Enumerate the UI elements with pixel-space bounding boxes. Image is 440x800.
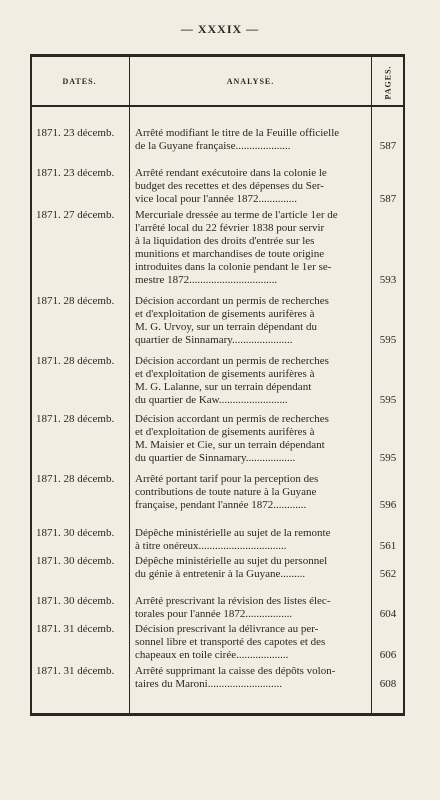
- analysis-line: et d'exploitation de gisements aurifères à: [135, 308, 315, 320]
- entry-analysis: [135, 473, 368, 512]
- analysis-line: et d'exploitation de gisements aurifères à: [135, 426, 315, 438]
- entry-analysis: [135, 167, 368, 206]
- analysis-line: de la Guyane française....................: [135, 140, 291, 152]
- analysis-line: du quartier de Kaw.........................: [135, 394, 288, 406]
- page-number: — XXXIX —: [180, 22, 260, 36]
- entry-page: 608: [379, 678, 397, 690]
- analysis-line: Arrêté portant tarif pour la perception des: [135, 473, 319, 485]
- entry-date: 1871. 28 décemb.: [36, 473, 115, 485]
- analysis-line: quartier de Sinnamary......................: [135, 334, 293, 346]
- analysis-line: Décision accordant un permis de recherches: [135, 355, 329, 367]
- analysis-line: chapeaux en toile cirée...................: [135, 649, 289, 661]
- analysis-line: M. G. Urvoy, sur un terrain dépendant du: [135, 321, 317, 333]
- entry-date: 1871. 23 décemb.: [36, 167, 115, 179]
- analysis-line: Arrêté modifiant le titre de la Feuille officielle: [135, 127, 340, 139]
- entry-page: 596: [379, 499, 397, 511]
- analysis-line: vice local pour l'année 1872..............: [135, 193, 298, 205]
- analysis-line: Dépêche ministérielle au sujet de la remonte: [135, 527, 331, 539]
- analysis-line: Décision prescrivant la délivrance au per-: [135, 623, 319, 635]
- analyse-header: ANALYSE.: [226, 77, 275, 86]
- entry-date: 1871. 23 décemb.: [36, 127, 115, 139]
- entry-analysis: [135, 527, 368, 553]
- analysis-line: Décision accordant un permis de recherches: [135, 295, 329, 307]
- analysis-line: Arrêté prescrivant la révision des listes élec-: [135, 595, 331, 607]
- analysis-line: l'arrêté local du 22 février 1838 pour servir: [135, 222, 325, 234]
- pages-header: PAGES.: [384, 64, 394, 100]
- entry-date: 1871. 31 décemb.: [36, 665, 115, 677]
- analysis-line: à titre onéreux................................: [135, 540, 287, 552]
- entry-page: 587: [379, 193, 397, 205]
- entry-analysis: [135, 127, 368, 153]
- analysis-line: Dépêche ministérielle au sujet du personnel: [135, 555, 328, 567]
- analysis-line: française, pendant l'année 1872............: [135, 499, 307, 511]
- entry-date: 1871. 31 décemb.: [36, 623, 115, 635]
- analysis-line: mestre 1872................................: [135, 274, 278, 286]
- analysis-line: munitions et marchandises de toute origine: [135, 248, 325, 260]
- entry-analysis: [135, 355, 368, 407]
- entry-date: 1871. 30 décemb.: [36, 595, 115, 607]
- entry-date: 1871. 30 décemb.: [36, 527, 115, 539]
- entry-page: 606: [379, 649, 397, 661]
- column-divider: [371, 57, 372, 713]
- entry-analysis: [135, 665, 368, 691]
- entry-analysis: [135, 595, 368, 621]
- entry-analysis: [135, 209, 368, 287]
- index-table: [30, 54, 405, 716]
- analysis-line: M. G. Lalanne, sur un terrain dépendant: [135, 381, 312, 393]
- entry-page: 562: [379, 568, 397, 580]
- entry-date: 1871. 28 décemb.: [36, 413, 115, 425]
- entry-analysis: [135, 623, 368, 662]
- analysis-line: du quartier de Sinnamary..................: [135, 452, 296, 464]
- analysis-line: torales pour l'année 1872.................: [135, 608, 293, 620]
- header-rule: [30, 105, 405, 107]
- entry-page: 595: [379, 452, 397, 464]
- entry-page: 604: [379, 608, 397, 620]
- analysis-line: contributions de toute nature à la Guyane: [135, 486, 317, 498]
- analysis-line: du génie à entretenir à la Guyane.........: [135, 568, 306, 580]
- analysis-line: Arrêté supprimant la caisse des dépôts volon-: [135, 665, 336, 677]
- entry-page: 595: [379, 334, 397, 346]
- dates-header: DATES.: [62, 77, 97, 86]
- entry-page: 593: [379, 274, 397, 286]
- entry-page: 595: [379, 394, 397, 406]
- column-divider: [129, 57, 130, 713]
- entry-date: 1871. 30 décemb.: [36, 555, 115, 567]
- analysis-line: à la liquidation des droits d'entrée sur les: [135, 235, 315, 247]
- entry-date: 1871. 27 décemb.: [36, 209, 115, 221]
- pages-header-cell: [372, 61, 405, 103]
- entry-analysis: [135, 555, 368, 581]
- analysis-line: budget des recettes et des dépenses du Ser-: [135, 180, 324, 192]
- analysis-line: sonnel libre et transporté des capotes et des: [135, 636, 326, 648]
- analysis-line: taires du Maroni...........................: [135, 678, 282, 690]
- analysis-line: Mercuriale dressée au terme de l'article 1er de: [135, 209, 338, 221]
- analysis-line: Arrêté rendant exécutoire dans la colonie le: [135, 167, 327, 179]
- entry-page: 561: [379, 540, 397, 552]
- analysis-line: M. Maisier et Cie, sur un terrain dépendant: [135, 439, 325, 451]
- analysis-line: Décision accordant un permis de recherches: [135, 413, 329, 425]
- analysis-line: introduites dans la colonie pendant le 1er se-: [135, 261, 332, 273]
- entry-analysis: [135, 295, 368, 347]
- analysis-line: et d'exploitation de gisements aurifères à: [135, 368, 315, 380]
- entry-page: 587: [379, 140, 397, 152]
- entry-date: 1871. 28 décemb.: [36, 355, 115, 367]
- entry-date: 1871. 28 décemb.: [36, 295, 115, 307]
- entry-analysis: [135, 413, 368, 465]
